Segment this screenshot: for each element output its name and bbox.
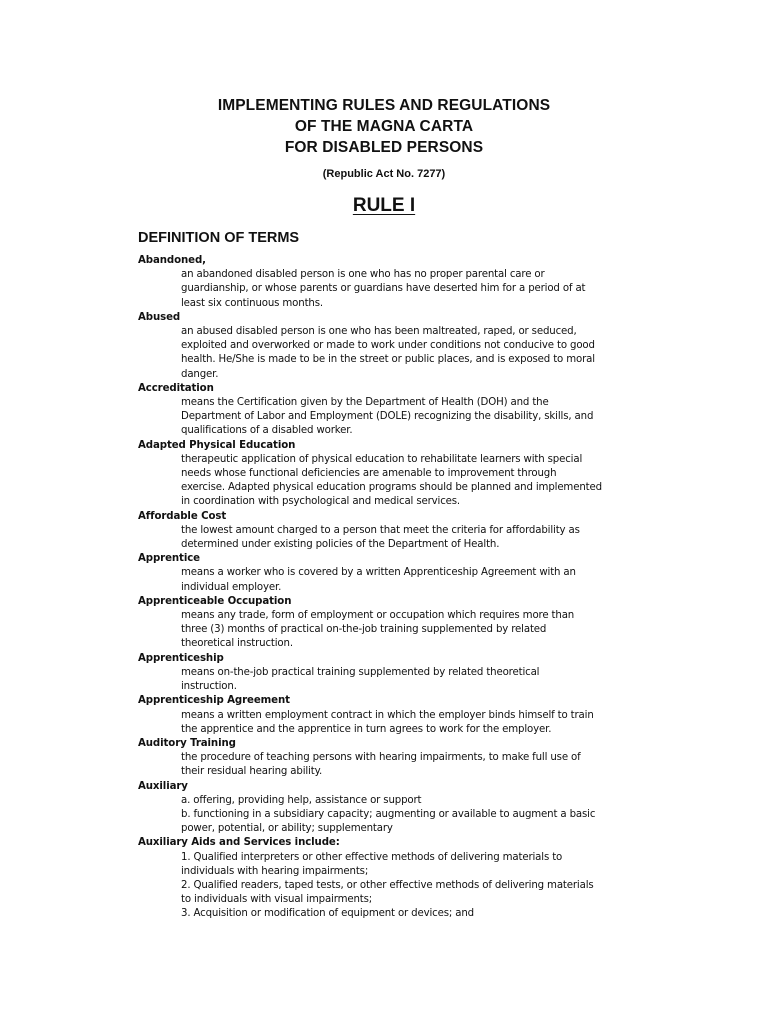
definition-line: danger. (181, 368, 219, 380)
term-definition (181, 794, 638, 837)
definition-line: 3. Acquisition or modification of equipment or devices; and (181, 908, 474, 920)
term-entry (138, 652, 638, 695)
term-entry (138, 439, 638, 510)
definition-line: their residual hearing ability. (181, 766, 323, 778)
term-entry (138, 694, 638, 737)
term-definition (181, 524, 638, 552)
term-name: Auxiliary (138, 780, 188, 792)
definition-line: to individuals with visual impairments; (181, 894, 373, 906)
term-entry (138, 836, 638, 921)
definition-line: an abandoned disabled person is one who has no proper parental care or (181, 269, 545, 281)
term-definition (181, 751, 638, 779)
rule-heading-text: RULE I (352, 195, 416, 216)
definition-line: means a written employment contract in which the employer binds himself to train (181, 709, 594, 721)
document-title (0, 95, 768, 158)
definition-line: the procedure of teaching persons with hearing impairments, to make full use of (181, 752, 581, 764)
term-entry (138, 595, 638, 652)
definition-line: individual employer. (181, 581, 282, 593)
term-definition (181, 566, 638, 594)
definition-line: theoretical instruction. (181, 638, 293, 650)
definition-line: 1. Qualified interpreters or other effective methods of delivering materials to (181, 851, 563, 863)
term-name: Apprenticeship Agreement (138, 695, 290, 707)
term-entry (138, 254, 638, 311)
term-definition (181, 325, 638, 382)
definition-line: least six continuous months. (181, 297, 323, 309)
term-name: Abandoned, (138, 255, 206, 266)
definition-line: exercise. Adapted physical education programs should be planned and implemented (181, 482, 602, 494)
definition-line: individuals with hearing impairments; (181, 865, 369, 877)
title-line: IMPLEMENTING RULES AND REGULATIONS (217, 97, 551, 114)
term-name: Apprenticeship (138, 652, 224, 664)
term-name: Accreditation (138, 382, 214, 394)
definition-line: qualifications of a disabled worker. (181, 425, 353, 437)
rule-heading (0, 195, 768, 217)
definition-line: the apprentice and the apprentice in turn agrees to work for the employer. (181, 723, 552, 735)
definition-line: determined under existing policies of the Department of Health. (181, 539, 500, 551)
definition-line: guardianship, or whose parents or guardians have deserted him for a period of at (181, 283, 586, 295)
term-definition (181, 453, 638, 510)
definition-line: 2. Qualified readers, taped tests, or other effective methods of delivering materials (181, 879, 594, 891)
definition-line: Department of Labor and Employment (DOLE) recognizing the disability, skills, and (181, 411, 594, 423)
term-entry (138, 780, 638, 837)
definition-line: in coordination with psychological and medical services. (181, 496, 461, 508)
definition-line: means any trade, form of employment or occupation which requires more than (181, 610, 575, 622)
definition-line: an abused disabled person is one who has been maltreated, raped, or seduced, (181, 326, 577, 338)
term-definition (181, 851, 638, 922)
term-entry (138, 311, 638, 382)
term-definition (181, 709, 638, 737)
definition-line: exploited and overworked or made to work under conditions not conducive to good (181, 340, 595, 352)
term-name: Adapted Physical Education (138, 439, 296, 451)
definition-line: needs whose functional deficiencies are amenable to improvement through (181, 468, 557, 480)
term-definition (181, 666, 638, 694)
term-name: Affordable Cost (138, 510, 227, 522)
title-line: OF THE MAGNA CARTA (294, 118, 474, 135)
term-entry (138, 552, 638, 595)
term-entry (138, 737, 638, 780)
terms-list (138, 254, 638, 922)
definition-line: means a worker who is covered by a written Apprenticeship Agreement with an (181, 567, 576, 579)
section-heading: DEFINITION OF TERMS (138, 230, 300, 246)
definition-line: health. He/She is made to be in the street or public places, and is exposed to moral (181, 354, 595, 366)
definition-line: a. offering, providing help, assistance or support (181, 794, 422, 806)
definition-line: b. functioning in a subsidiary capacity; augmenting or available to augment a basic (181, 808, 596, 820)
term-name: Abused (138, 311, 181, 323)
term-name: Apprentice (138, 553, 200, 565)
term-entry (138, 510, 638, 553)
definition-line: means the Certification given by the Department of Health (DOH) and the (181, 397, 549, 409)
document-subtitle: (Republic Act No. 7277) (322, 168, 446, 180)
term-name: Apprenticeable Occupation (138, 595, 292, 607)
term-definition (181, 268, 638, 311)
title-line: FOR DISABLED PERSONS (284, 139, 484, 156)
term-definition (181, 396, 638, 439)
definition-line: power, potential, or ability; supplementary (181, 823, 393, 835)
definition-line: means on-the-job practical training supplemented by related theoretical (181, 666, 540, 678)
definition-line: three (3) months of practical on-the-job training supplemented by related (181, 624, 547, 636)
term-definition (181, 609, 638, 652)
definition-line: instruction. (181, 681, 237, 693)
definition-line: therapeutic application of physical education to rehabilitate learners with special (181, 453, 583, 465)
term-name: Auxiliary Aids and Services include: (138, 837, 340, 849)
term-entry (138, 382, 638, 439)
definition-line: the lowest amount charged to a person that meet the criteria for affordability as (181, 524, 580, 536)
term-name: Auditory Training (138, 737, 236, 749)
